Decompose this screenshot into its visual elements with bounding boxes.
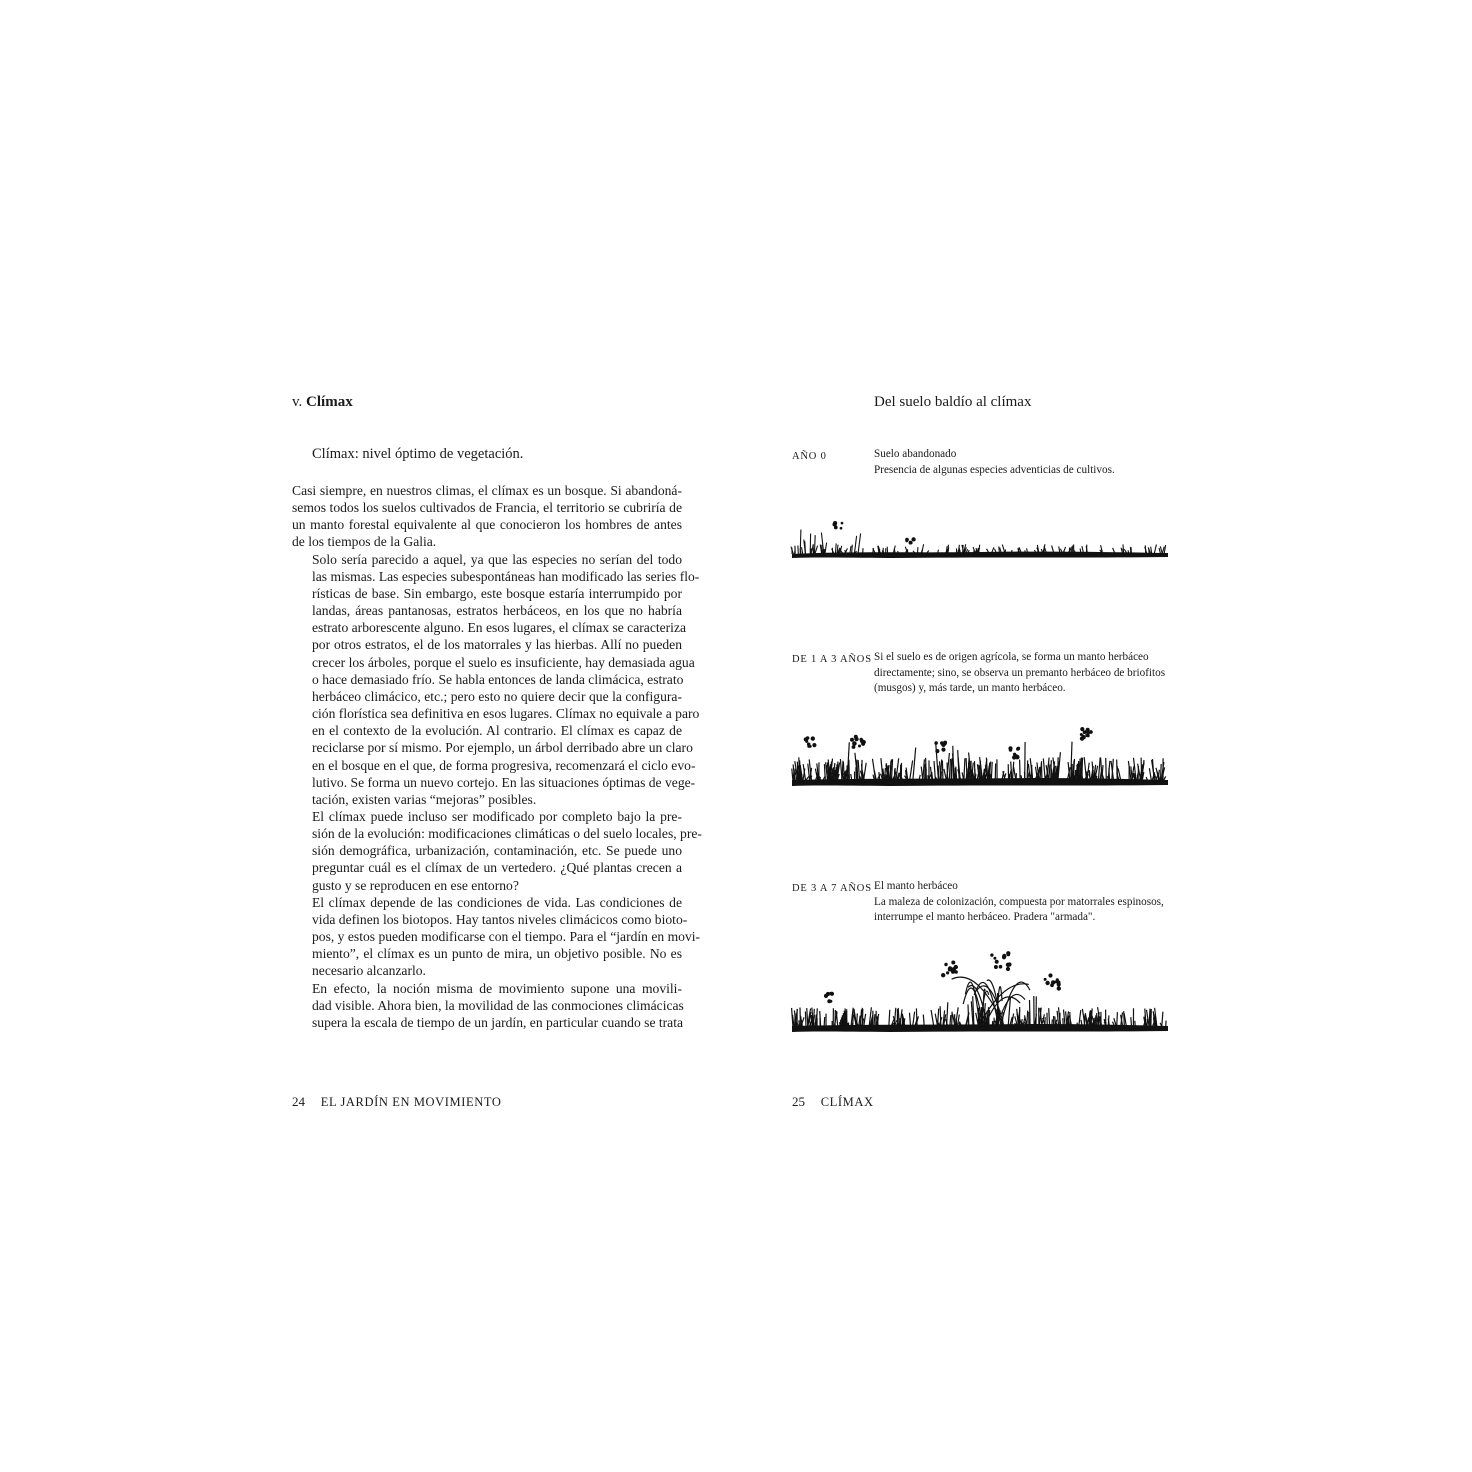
text-line: semos todos los suelos cultivados de Francia, el territorio se cubriría de: [292, 500, 682, 516]
text-line: lutivo. Se forma un nuevo cortejo. En las situaciones óptimas de vege-: [312, 774, 696, 790]
thorny-shrub-drawing: [790, 948, 1170, 1040]
text-line: necesario alcanzarlo.: [312, 963, 426, 979]
text-line: por otros estratos, el de los matorrales y las hierbas. Allí no pueden: [312, 637, 682, 653]
text-line: El clímax puede incluso ser modificado por completo bajo la pre-: [312, 808, 682, 824]
paragraph: [292, 482, 682, 551]
text-line: en el bosque en el que, de forma progresiva, recomenzará el ciclo evo-: [312, 757, 696, 773]
stage-line: Suelo abandonado: [874, 448, 957, 460]
stage-line: directamente; sino, se observa un premanto herbáceo de briofitos: [874, 666, 1166, 679]
stage-line: Si el suelo es de origen agrícola, se forma un manto herbáceo: [874, 651, 1149, 663]
stage-label: DE 3 A 7 AÑOS: [792, 883, 872, 894]
chapter-heading: [292, 394, 353, 411]
text-line: Solo sería parecido a aquel, ya que las especies no serían del todo: [312, 551, 682, 567]
text-line: gusto y se reproducen en ese entorno?: [312, 877, 519, 893]
text-line: estrato arborescente alguno. En esos lugares, el clímax se caracteriza: [312, 620, 687, 636]
text-line: rísticas de base. Sin embargo, este bosque estaría interrumpido por: [312, 585, 682, 601]
chapter-title: Clímax: [306, 394, 353, 410]
stage-line: El manto herbáceo: [874, 880, 958, 892]
epigraph: Clímax: nivel óptimo de vegetación.: [312, 446, 524, 462]
left-running-title: EL JARDÍN EN MOVIMIENTO: [320, 1095, 502, 1109]
left-page-number: 24: [292, 1094, 305, 1109]
text-line: reciclarse por sí mismo. Por ejemplo, un árbol derribado abre un claro: [312, 740, 693, 756]
sparse-grass-drawing: [790, 515, 1170, 565]
text-line: de los tiempos de la Galia.: [292, 534, 437, 550]
right-page-number: 25: [792, 1094, 805, 1109]
text-line: ción florística sea definitiva en esos lugares. Clímax no equivale a paro: [312, 706, 700, 722]
text-line: o hace demasiado frío. Se habla entonces de landa climácica, estrato: [312, 671, 684, 687]
text-line: en el contexto de la evolución. Al contrario. El clímax es capaz de: [312, 723, 682, 739]
text-line: miento”, el clímax es un punto de mira, un objetivo posible. No es: [312, 946, 682, 962]
paragraph: [292, 980, 682, 1031]
body-text: [292, 482, 702, 1031]
paragraph: [292, 894, 701, 980]
paragraph: [292, 551, 700, 808]
section-title: Del suelo baldío al clímax: [874, 394, 1032, 410]
stage-line: Presencia de algunas especies adventicias de cultivos.: [874, 463, 1115, 476]
right-footer: [792, 1094, 874, 1110]
text-line: sión demográfica, urbanización, contaminación, etc. Se puede uno: [312, 843, 682, 859]
text-line: las mismas. Las especies subespontáneas han modificado las series flo-: [312, 568, 700, 584]
text-line: supera la escala de tiempo de un jardín, en particular cuando se trata: [312, 1014, 684, 1030]
text-line: sión de la evolución: modificaciones climáticas o del suelo locales, pre-: [312, 826, 702, 842]
stage-description: [874, 447, 1184, 478]
text-line: landas, áreas pantanosas, estratos herbáceos, en los que no habría: [312, 603, 682, 619]
paragraph: [292, 808, 702, 894]
text-line: herbáceo climácico, etc.; pero esto no quiere decir que la configura-: [312, 688, 682, 704]
right-running-title: CLÍMAX: [820, 1095, 874, 1109]
text-line: dad visible. Ahora bien, la movilidad de las conmociones climácicas: [312, 997, 684, 1013]
left-footer: [292, 1094, 502, 1110]
text-line: En efecto, la noción misma de movimiento supone una movili-: [312, 980, 682, 996]
stage-line: interrumpe el manto herbáceo. Pradera "armada".: [874, 911, 1096, 923]
text-line: preguntar cuál es el clímax de un vertedero. ¿Qué plantas crecen a: [312, 860, 682, 876]
text-line: El clímax depende de las condiciones de vida. Las condiciones de: [312, 894, 682, 910]
text-line: vida definen los biotopos. Hay tantos niveles climácicos como bioto-: [312, 911, 688, 927]
text-line: crecer los árboles, porque el suelo es insuficiente, hay demasiada agua: [312, 654, 695, 670]
text-line: tación, existen varias “mejoras” posibles.: [312, 791, 537, 807]
stage-label: DE 1 A 3 AÑOS: [792, 654, 872, 665]
stage-description: [874, 879, 1184, 926]
stage-line: (musgos) y, más tarde, un manto herbáceo.: [874, 682, 1066, 694]
dense-grass-drawing: [790, 712, 1170, 792]
chapter-number: v.: [292, 394, 303, 410]
text-line: Casi siempre, en nuestros climas, el clímax es un bosque. Si abandoná-: [292, 483, 682, 498]
text-line: un manto forestal equivalente al que conocieron los hombres de antes: [292, 517, 682, 533]
text-line: pos, y estos pueden modificarse con el tiempo. Para el “jardín en movi-: [312, 929, 701, 945]
stage-label: AÑO 0: [792, 451, 827, 462]
stage-description: [874, 650, 1184, 697]
stage-line: La maleza de colonización, compuesta por matorrales espinosos,: [874, 895, 1164, 908]
